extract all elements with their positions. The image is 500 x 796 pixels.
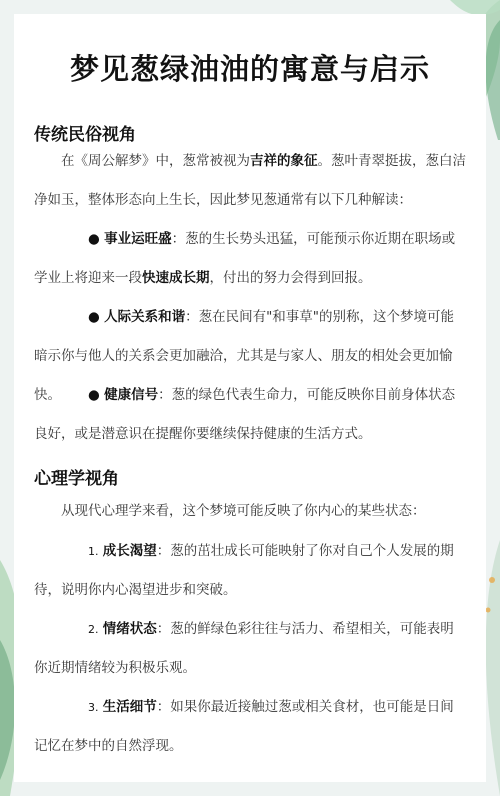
item-text-b: ，付出的努力会得到回报。 [209,270,372,286]
item-text: ：葱的生长势头迅猛，可能预示你近期在职场或学业上将迎来一段 [34,231,456,286]
item-text: ：葱的绿色代表生命力，可能反映你目前身体状态良好，或是潜意识在提醒你要继续保持健康的生活方式。 [34,387,456,442]
paragraph-intro-traditional [34,142,466,220]
item-bold: 快速成长期 [142,270,210,286]
section-heading-traditional: 传统民俗视角 [34,125,136,145]
intro-text-a: 在《周公解梦》中，葱常被视为 [61,153,250,169]
list-item-health [34,376,466,454]
bullet-icon: ● [88,231,100,247]
bullet-icon: ● [88,309,100,325]
item-text: ：如果你最近接触过葱或相关食材，也可能是日间记忆在梦中的自然浮现。 [34,699,454,754]
item-text: ：葱在民间有"和事草"的别称，这个梦境可能暗示你与他人的关系会更加融洽，尤其是与家人、朋友的相处会更加愉快。 [34,309,454,403]
list-item-daily-life [34,688,466,766]
item-label: 人际关系和谐 [104,309,186,325]
item-number: 2. [88,623,99,636]
page-title: 梦见葱绿油油的寓意与启示 [69,52,430,86]
paragraph-intro-psychology: 从现代心理学来看，这个梦境可能反映了你内心的某些状态： [61,503,426,519]
list-item-career [34,220,466,298]
item-number: 3. [88,701,99,714]
item-label: 生活细节 [102,699,157,715]
item-number: 1. [88,545,99,558]
item-text: ：葱的鲜绿色彩往往与活力、希望相关，可能表明你近期情绪较为积极乐观。 [34,621,454,676]
item-label: 情绪状态 [102,621,157,637]
list-item-growth [34,532,466,610]
item-label: 成长渴望 [102,543,157,559]
item-text: ：葱的茁壮成长可能映射了你对自己个人发展的期待，说明你内心渴望进步和突破。 [34,543,454,598]
list-item-emotion [34,610,466,688]
article-card [14,14,486,782]
section-heading-psychology: 心理学视角 [34,469,119,489]
item-label: 事业运旺盛 [104,231,172,247]
intro-text-c: 。葱叶青翠挺拔，葱白洁净如玉，整体形态向上生长，因此梦见葱通常有以下几种解读： [34,153,466,208]
intro-bold: 吉祥的象征 [250,153,318,169]
bullet-icon: ● [88,387,100,403]
item-label: 健康信号 [104,387,159,403]
